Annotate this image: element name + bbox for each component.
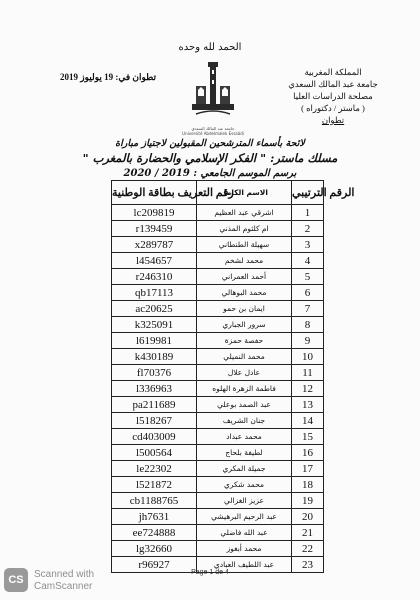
table-row bbox=[112, 477, 324, 493]
cell-id: r246310 bbox=[112, 269, 197, 285]
cell-num: 21 bbox=[292, 525, 324, 541]
table-body bbox=[112, 205, 324, 573]
cell-name: سرور الجباري bbox=[197, 317, 292, 333]
watermark-text: Scanned with CamScanner bbox=[34, 569, 95, 592]
camscanner-watermark bbox=[4, 566, 144, 596]
table-row bbox=[112, 541, 324, 557]
table-row bbox=[112, 237, 324, 253]
cell-id: k325091 bbox=[112, 317, 197, 333]
cell-name: محمد لشخم bbox=[197, 253, 292, 269]
table-row bbox=[112, 429, 324, 445]
cell-num: 13 bbox=[292, 397, 324, 413]
cell-name: حفصة حمزة bbox=[197, 333, 292, 349]
institution-line: تطوان bbox=[321, 115, 345, 125]
cell-num: 4 bbox=[292, 253, 324, 269]
cell-id: l454657 bbox=[112, 253, 197, 269]
cell-num: 11 bbox=[292, 365, 324, 381]
cell-name: لطيفة بلحاج bbox=[197, 445, 292, 461]
cell-name: محمد أبغوز bbox=[197, 541, 292, 557]
cell-id: cb1188765 bbox=[112, 493, 197, 509]
cell-id: r139459 bbox=[112, 221, 197, 237]
page-number: Page 1 de 4 bbox=[191, 569, 229, 576]
table-row bbox=[112, 381, 324, 397]
cell-num: 18 bbox=[292, 477, 324, 493]
table-row bbox=[112, 413, 324, 429]
cell-num: 22 bbox=[292, 541, 324, 557]
cell-num: 20 bbox=[292, 509, 324, 525]
cell-num: 23 bbox=[292, 557, 324, 573]
cell-num: 16 bbox=[292, 445, 324, 461]
table-row bbox=[112, 269, 324, 285]
academic-year: برسم الموسم الجامعي : 2019 / 2020 bbox=[123, 168, 297, 179]
cell-id: qb17113 bbox=[112, 285, 197, 301]
cell-id: l521872 bbox=[112, 477, 197, 493]
cell-id: ee724888 bbox=[112, 525, 197, 541]
table-row bbox=[112, 349, 324, 365]
institution-line: ( ماستر / دكتوراه ) bbox=[301, 103, 365, 113]
table-row bbox=[112, 509, 324, 525]
cell-id: k430189 bbox=[112, 349, 197, 365]
institution-line: جامعة عبد المالك السعدي bbox=[288, 79, 378, 89]
table-row bbox=[112, 493, 324, 509]
cell-num: 19 bbox=[292, 493, 324, 509]
cell-name: عبد الله فاضلي bbox=[197, 525, 292, 541]
cell-id: jh7631 bbox=[112, 509, 197, 525]
cell-num: 8 bbox=[292, 317, 324, 333]
institution-block bbox=[274, 66, 392, 126]
cell-name: عزيز الغزالي bbox=[197, 493, 292, 509]
cell-name: أحمد العمراني bbox=[197, 269, 292, 285]
table-row bbox=[112, 365, 324, 381]
program-title: مسلك ماستر: " الفكر الإسلامي والحضارة بالمغرب " bbox=[82, 151, 338, 165]
cell-num: 17 bbox=[292, 461, 324, 477]
cell-num: 9 bbox=[292, 333, 324, 349]
cell-name: ام كلثوم المذني bbox=[197, 221, 292, 237]
cell-num: 7 bbox=[292, 301, 324, 317]
cell-id: x289787 bbox=[112, 237, 197, 253]
table-row bbox=[112, 205, 324, 221]
cell-num: 1 bbox=[292, 205, 324, 221]
header-num: الرقم الترتيبي bbox=[292, 181, 324, 205]
cell-num: 3 bbox=[292, 237, 324, 253]
cell-name: محمد شكري bbox=[197, 477, 292, 493]
cell-name: جميلة المكري bbox=[197, 461, 292, 477]
cell-name: عادل علال bbox=[197, 365, 292, 381]
cell-id: l518267 bbox=[112, 413, 197, 429]
header-name: الاسم الكامل bbox=[197, 181, 292, 205]
table-row bbox=[112, 461, 324, 477]
cell-id: l500564 bbox=[112, 445, 197, 461]
cell-num: 10 bbox=[292, 349, 324, 365]
cell-name: عبد الصمد بوعلي bbox=[197, 397, 292, 413]
table-header-row bbox=[112, 181, 324, 205]
basmala: الحمد لله وحده bbox=[178, 42, 242, 53]
cell-num: 2 bbox=[292, 221, 324, 237]
cell-name: سهيلة الطنطاني bbox=[197, 237, 292, 253]
cell-name: عبد اللطيف العبادي bbox=[197, 557, 292, 573]
university-logo-icon bbox=[186, 60, 240, 128]
cell-name: محمد النميلي bbox=[197, 349, 292, 365]
cell-num: 15 bbox=[292, 429, 324, 445]
table-row bbox=[112, 301, 324, 317]
cell-name: اشرقي عبد العظيم bbox=[197, 205, 292, 221]
cell-name: فاطمة الزهرة الهلوه bbox=[197, 381, 292, 397]
cell-id: l336963 bbox=[112, 381, 197, 397]
cell-id: r96927 bbox=[112, 557, 197, 573]
table-row bbox=[112, 445, 324, 461]
cell-name: محمد عبداد bbox=[197, 429, 292, 445]
cell-id: ac20625 bbox=[112, 301, 197, 317]
cell-num: 14 bbox=[292, 413, 324, 429]
table-row bbox=[112, 525, 324, 541]
institution-line: مصلحة الدراسات العليا bbox=[293, 91, 373, 101]
table-row bbox=[112, 333, 324, 349]
table-row bbox=[112, 397, 324, 413]
cell-name: ايمان بن حمو bbox=[197, 301, 292, 317]
cell-name: محمد البوهالي bbox=[197, 285, 292, 301]
table-row bbox=[112, 253, 324, 269]
cell-id: pa211689 bbox=[112, 397, 197, 413]
cell-num: 12 bbox=[292, 381, 324, 397]
header-id: رقم التعريف بطاقة الوطنية bbox=[112, 181, 197, 205]
document-date: تطوان في: 19 يوليوز 2019 bbox=[60, 72, 157, 82]
table-row bbox=[112, 317, 324, 333]
table-row bbox=[112, 221, 324, 237]
cell-id: lg32660 bbox=[112, 541, 197, 557]
cell-id: le22302 bbox=[112, 461, 197, 477]
logo-caption: جامعة عبد المالك السعدي Université Abdelmalek Essaâdi bbox=[182, 126, 244, 136]
candidates-table bbox=[111, 180, 355, 573]
cell-name: جنان الشريف bbox=[197, 413, 292, 429]
cell-id: lc209819 bbox=[112, 205, 197, 221]
list-title: لائحة بأسماء المترشحين المقبولين لاجتياز مباراة bbox=[115, 138, 305, 149]
cell-id: cd403009 bbox=[112, 429, 197, 445]
cell-id: fl70376 bbox=[112, 365, 197, 381]
cell-num: 5 bbox=[292, 269, 324, 285]
table-row bbox=[112, 285, 324, 301]
cell-id: l619981 bbox=[112, 333, 197, 349]
institution-line: المملكة المغربية bbox=[304, 67, 362, 77]
camscanner-logo-icon: CS bbox=[4, 568, 28, 592]
cell-name: عبد الرحيم البرهيشي bbox=[197, 509, 292, 525]
cell-num: 6 bbox=[292, 285, 324, 301]
